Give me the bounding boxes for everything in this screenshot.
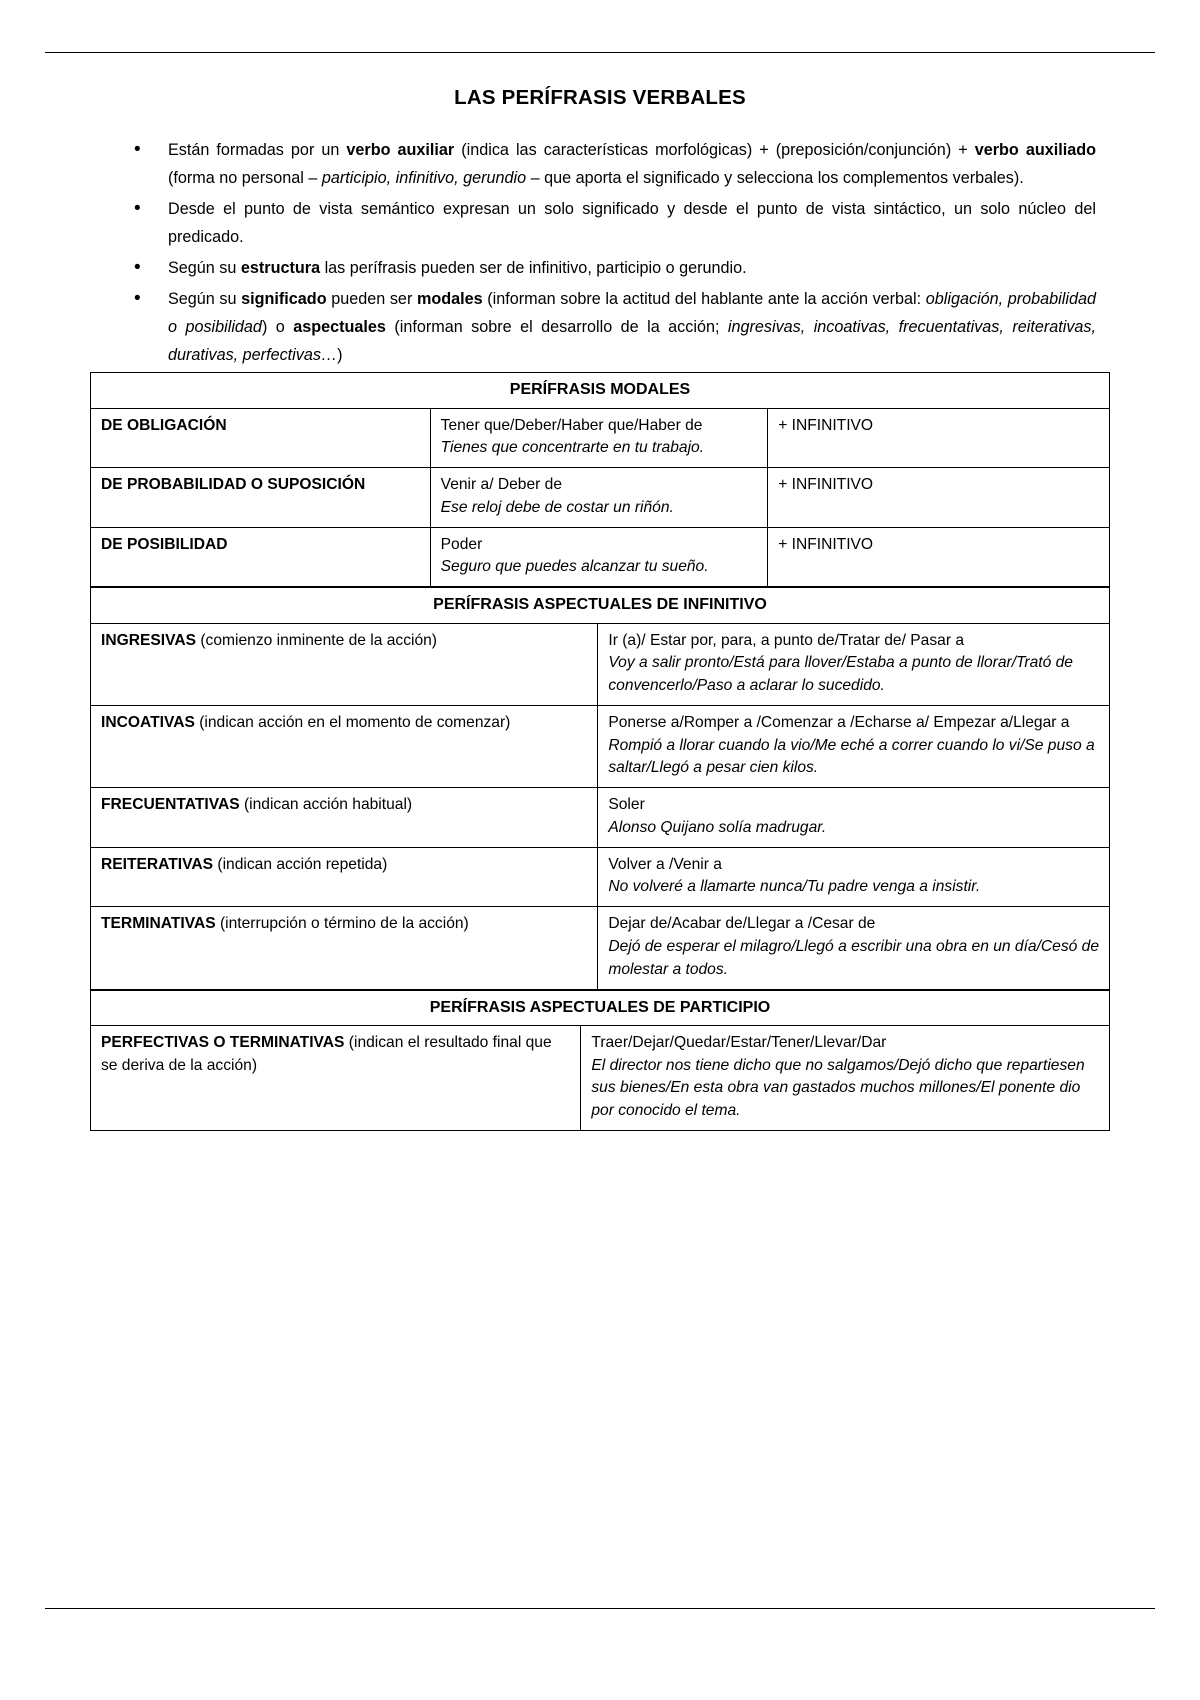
row-forms — [581, 1025, 1110, 1130]
row-category: DE POSIBILIDAD — [91, 527, 431, 587]
table-row — [91, 527, 1110, 587]
text-run: Según su — [168, 259, 241, 278]
forms-text: Dejar de/Acabar de/Llegar a /Cesar de — [608, 915, 876, 933]
row-forms — [598, 623, 1110, 705]
table-row — [91, 623, 1110, 705]
bullet-item — [90, 136, 1096, 192]
header-rule — [45, 52, 1155, 53]
text-run: (indica las características morfológicas) + (preposición/conjunción) + — [454, 141, 975, 159]
row-category: TERMINATIVAS (interrupción o término de la acción) — [91, 907, 598, 989]
bullet-item — [90, 195, 1096, 251]
forms-text: Venir a/ Deber de — [440, 476, 563, 494]
forms-text: Traer/Dejar/Quedar/Estar/Tener/Llevar/Dar — [591, 1033, 887, 1051]
forms-text: Ir (a)/ Estar por, para, a punto de/Tratar de/ Pasar a — [608, 631, 965, 649]
text-run: estructura — [240, 259, 321, 278]
text-run: – que aporta el significado y selecciona los complementos verbales). — [526, 169, 1024, 188]
row-forms — [598, 907, 1110, 989]
example-text: Alonso Quijano solía madrugar. — [608, 818, 827, 836]
footer-rule — [45, 1608, 1155, 1609]
text-run: participio, infinitivo, gerundio — [321, 169, 527, 188]
table-row — [91, 468, 1110, 528]
table-caption-row — [91, 990, 1110, 1025]
row-forms — [430, 408, 768, 468]
bullet-text — [168, 290, 1096, 364]
example-text: Tienes que concentrarte en tu trabajo. — [440, 439, 705, 457]
text-run: Están formadas por un — [168, 141, 347, 159]
example-text: Seguro que puedes alcanzar tu sueño. — [440, 558, 709, 576]
row-forms — [598, 847, 1110, 907]
row-category: DE OBLIGACIÓN — [91, 408, 431, 468]
table-row — [91, 408, 1110, 468]
forms-text: Ponerse a/Romper a /Comenzar a /Echarse a/ Empezar a/Llegar a — [608, 713, 1070, 731]
text-run: pueden ser — [326, 290, 417, 309]
row-forms — [430, 527, 768, 587]
text-run: significado — [241, 290, 327, 309]
text-run: ) o — [261, 318, 294, 337]
row-category: INGRESIVAS (comienzo inminente de la acción) — [91, 623, 598, 705]
text-run: aspectuales — [293, 318, 386, 337]
example-text: Voy a salir pronto/Está para llover/Estaba a punto de llorar/Trató de convencerlo/Paso a aclarar lo sucedido. — [608, 654, 1073, 695]
text-run: obligación, probabilidad o posibilidad — [168, 290, 1096, 337]
table-caption: PERÍFRASIS MODALES — [91, 373, 1110, 408]
table-perifrasis-aspectuales-infinitivo — [90, 587, 1110, 989]
text-run: (informan sobre la actitud del hablante ante la acción verbal: — [482, 290, 926, 309]
row-forms — [598, 788, 1110, 848]
row-category: DE PROBABILIDAD O SUPOSICIÓN — [91, 468, 431, 528]
forms-text: Volver a /Venir a — [608, 855, 722, 873]
text-run: verbo auxiliar — [346, 141, 455, 159]
row-complement: + INFINITIVO — [768, 527, 1110, 587]
table-caption-row — [91, 588, 1110, 623]
text-run: verbo auxiliado — [974, 141, 1096, 159]
example-text: Ese reloj debe de costar un riñón. — [440, 498, 674, 516]
text-run: las perífrasis pueden ser de infinitivo, participio o gerundio. — [320, 259, 747, 278]
bullet-item — [90, 285, 1096, 369]
intro-bullet-list — [90, 136, 1110, 369]
text-run: (forma no personal – — [168, 169, 322, 188]
example-text: El director nos tiene dicho que no salgamos/Dejó dicho que repartiesen sus bienes/En esta obra van gastados muchos millones/El ponente dio por conocido el tema. — [591, 1056, 1085, 1120]
row-category: PERFECTIVAS O TERMINATIVAS (indican el resultado final que se deriva de la acción) — [91, 1025, 581, 1130]
table-row — [91, 1025, 1110, 1130]
bullet-text — [168, 200, 1096, 246]
bullet-text — [168, 259, 747, 277]
text-run: ingresivas, incoativas, frecuentativas, reiterativas, durativas, perfectivas… — [168, 318, 1097, 365]
forms-text: Tener que/Deber/Haber que/Haber de — [440, 416, 703, 434]
table-perifrasis-modales — [90, 372, 1110, 587]
table-caption-row — [91, 373, 1110, 408]
example-text: Rompió a llorar cuando la vio/Me eché a correr cuando lo vi/Se puso a saltar/Llegó a pesar cien kilos. — [608, 736, 1095, 777]
table-caption: PERÍFRASIS ASPECTUALES DE PARTICIPIO — [91, 990, 1110, 1025]
bullet-text — [168, 141, 1096, 187]
example-text: Dejó de esperar el milagro/Llegó a escribir una obra en un día/Cesó de molestar a todos. — [608, 937, 1099, 978]
row-category: FRECUENTATIVAS (indican acción habitual) — [91, 788, 598, 848]
forms-text: Poder — [440, 535, 483, 553]
row-category: REITERATIVAS (indican acción repetida) — [91, 847, 598, 907]
table-perifrasis-aspectuales-participio — [90, 990, 1110, 1131]
table-caption: PERÍFRASIS ASPECTUALES DE INFINITIVO — [91, 588, 1110, 623]
table-row — [91, 788, 1110, 848]
table-row — [91, 907, 1110, 989]
bullet-item — [90, 254, 1096, 282]
example-text: No volveré a llamarte nunca/Tu padre venga a insistir. — [608, 878, 981, 896]
row-forms — [430, 468, 768, 528]
table-row — [91, 847, 1110, 907]
text-run: (informan sobre el desarrollo de la acción; — [385, 318, 728, 337]
row-complement: + INFINITIVO — [768, 468, 1110, 528]
table-row — [91, 705, 1110, 787]
row-forms — [598, 705, 1110, 787]
text-run: Desde el punto de vista semántico expresan un solo significado y desde el punto de vista sintáctico, un solo núcleo del predicado. — [168, 200, 1096, 247]
row-complement: + INFINITIVO — [768, 408, 1110, 468]
text-run: ) — [337, 346, 343, 365]
page-title: LAS PERÍFRASIS VERBALES — [454, 86, 746, 109]
text-run: Según su — [168, 290, 242, 309]
text-run: modales — [416, 290, 483, 309]
row-category: INCOATIVAS (indican acción en el momento de comenzar) — [91, 705, 598, 787]
forms-text: Soler — [608, 796, 645, 814]
